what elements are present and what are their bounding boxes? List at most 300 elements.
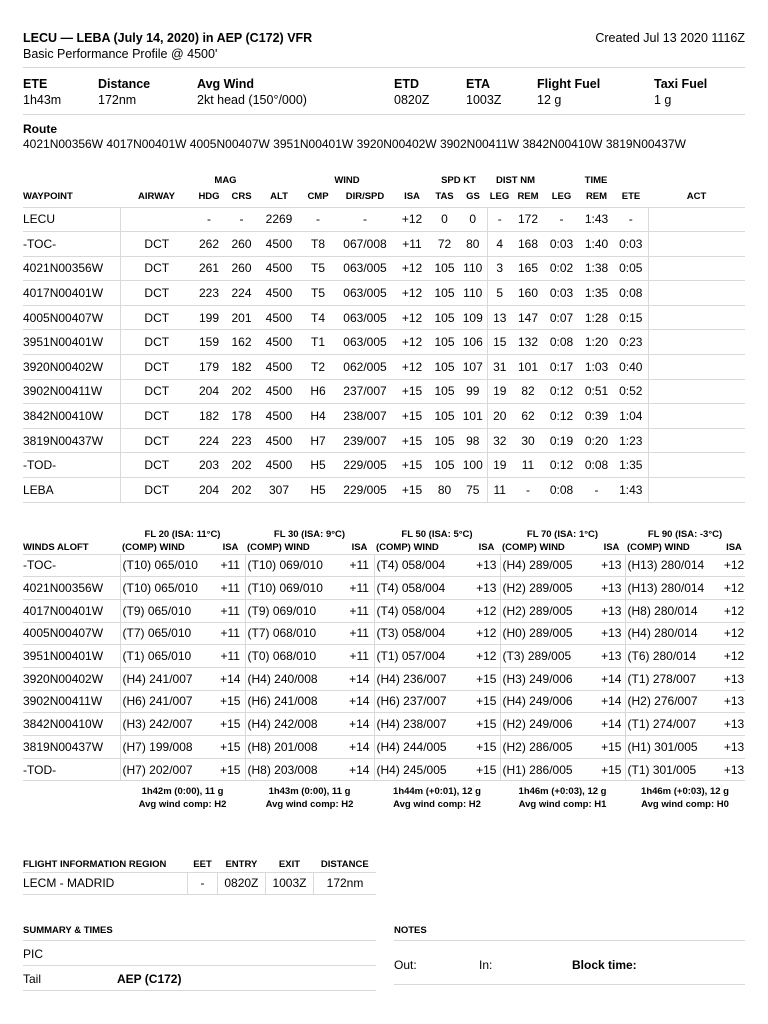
wa-wind: (H4) 289/005 <box>500 554 598 577</box>
navlog-cell-airway: DCT <box>120 404 193 429</box>
wa-waypoint: 3902N00411W <box>23 690 120 713</box>
wa-isa: +13 <box>723 736 745 759</box>
navlog-cell-waypoint: 3902N00411W <box>23 379 120 404</box>
header-waypoint: WAYPOINT <box>23 191 73 203</box>
navlog-cell-waypoint: -TOD- <box>23 453 120 478</box>
navlog-cell-airway: DCT <box>120 478 193 503</box>
fir-exit: 1003Z <box>265 872 313 894</box>
wa-isa: +11 <box>345 554 374 577</box>
navlog-cell-cmp: H4 <box>300 404 336 429</box>
navlog-cell-time-rem: 0:20 <box>579 428 614 453</box>
navlog-cell-time-rem: 0:39 <box>579 404 614 429</box>
wa-wind: (T1) 274/007 <box>625 713 723 736</box>
navlog-cell-cmp: H5 <box>300 453 336 478</box>
navlog-row <box>23 207 745 232</box>
navlog-cell-time-leg: - <box>544 207 579 232</box>
header-time: TIME <box>584 175 608 186</box>
navlog-cell-cmp: H7 <box>300 428 336 453</box>
header-tas: TAS <box>435 191 454 203</box>
summary-value-flight-fuel: 12 g <box>537 93 562 107</box>
wa-wind: (T7) 065/010 <box>120 622 216 645</box>
navlog-cell-ete: 0:03 <box>614 232 648 257</box>
wa-level-summary <box>625 781 745 812</box>
wa-level-avg-wind: Avg wind comp: H2 <box>265 799 354 811</box>
navlog-cell-hdg: 182 <box>193 404 225 429</box>
navlog-cell-dir-spd: 239/007 <box>336 428 394 453</box>
fir-header-region: FLIGHT INFORMATION REGION <box>23 858 167 870</box>
navlog-cell-time-rem: 1:43 <box>579 207 614 232</box>
wa-col-isa: ISA <box>603 541 620 553</box>
navlog-cell-airway: DCT <box>120 256 193 281</box>
navlog-cell-isa: +12 <box>394 281 430 306</box>
header-cmp: CMP <box>307 191 329 203</box>
wa-isa: +13 <box>723 713 745 736</box>
navlog-cell-dir-spd: - <box>336 207 394 232</box>
wa-wind: (T1) 301/005 <box>625 758 723 781</box>
navlog-cell-alt: 4500 <box>258 404 300 429</box>
navlog-cell-alt: 4500 <box>258 305 300 330</box>
wa-isa: +15 <box>598 758 625 781</box>
wa-isa: +13 <box>723 758 745 781</box>
wa-wind: (H7) 199/008 <box>120 736 216 759</box>
navlog-cell-crs: 202 <box>225 478 258 503</box>
wa-isa: +11 <box>216 577 245 600</box>
wa-wind: (H4) 244/005 <box>374 736 473 759</box>
wa-wind: (H0) 289/005 <box>500 622 598 645</box>
divider <box>394 940 745 941</box>
navlog-cell-alt: 4500 <box>258 330 300 355</box>
header-dist-leg: LEG <box>489 191 510 203</box>
fir-distance: 172nm <box>314 872 376 894</box>
wa-wind: (H7) 202/007 <box>120 758 216 781</box>
navlog-cell-tas: 105 <box>430 305 459 330</box>
navlog-cell-gs: 0 <box>459 207 487 232</box>
navlog-cell-tas: 105 <box>430 281 459 306</box>
navlog-cell-dist-rem: 101 <box>512 355 544 380</box>
navlog-cell-alt: 2269 <box>258 207 300 232</box>
navlog-cell-airway: DCT <box>120 305 193 330</box>
navlog-cell-hdg: - <box>193 207 225 232</box>
navlog-cell-crs: 201 <box>225 305 258 330</box>
wa-isa: +13 <box>598 599 625 622</box>
navlog-cell-ete: 0:23 <box>614 330 648 355</box>
navlog-cell-dist-rem: 82 <box>512 379 544 404</box>
navlog-row <box>23 379 745 404</box>
wa-isa: +11 <box>216 599 245 622</box>
navlog-cell-waypoint: 3920N00402W <box>23 355 120 380</box>
wa-level-header: FL 70 (ISA: 1°C) <box>526 529 599 540</box>
fir-header-exit: EXIT <box>278 858 301 870</box>
out-label: Out: <box>394 958 417 972</box>
navlog-cell-airway: DCT <box>120 281 193 306</box>
wa-wind: (H2) 289/005 <box>500 599 598 622</box>
tail-label: Tail <box>23 972 42 986</box>
navlog-cell-dir-spd: 067/008 <box>336 232 394 257</box>
navlog-cell-dist-rem: 168 <box>512 232 544 257</box>
navlog-cell-dist-leg: 4 <box>487 232 512 257</box>
navlog-cell-tas: 105 <box>430 428 459 453</box>
summary-value-distance: 172nm <box>98 93 137 107</box>
navlog-cell-gs: 107 <box>459 355 487 380</box>
navlog-cell-dist-rem: 11 <box>512 453 544 478</box>
wa-isa: +15 <box>473 690 500 713</box>
wa-wind: (H2) 289/005 <box>500 577 598 600</box>
navlog-row <box>23 256 745 281</box>
navlog-cell-time-leg: 0:08 <box>544 330 579 355</box>
header-hdg: HDG <box>198 191 220 203</box>
wa-waypoint: 3842N00410W <box>23 713 120 736</box>
wa-isa: +12 <box>723 554 745 577</box>
wa-isa: +14 <box>216 667 245 690</box>
navlog-cell-tas: 105 <box>430 453 459 478</box>
wa-isa: +11 <box>216 554 245 577</box>
navlog-row <box>23 232 745 257</box>
wa-waypoint: 4017N00401W <box>23 599 120 622</box>
wa-title: WINDS ALOFT <box>23 541 89 553</box>
wa-row <box>23 554 745 577</box>
wa-waypoint: 3819N00437W <box>23 736 120 759</box>
wa-wind: (T1) 065/010 <box>120 645 216 668</box>
navlog-cell-crs: 178 <box>225 404 258 429</box>
wa-wind: (H13) 280/014 <box>625 577 723 600</box>
navlog-cell-time-rem: 1:35 <box>579 281 614 306</box>
navlog-cell-dist-leg: 32 <box>487 428 512 453</box>
navlog-cell-isa: +15 <box>394 478 430 503</box>
navlog-cell-hdg: 179 <box>193 355 225 380</box>
fir-table <box>23 857 376 895</box>
tail-value: AEP (C172) <box>117 972 182 986</box>
navlog-cell-hdg: 203 <box>193 453 225 478</box>
wa-level-avg-wind: Avg wind comp: H2 <box>138 799 227 811</box>
wa-wind: (H4) 242/008 <box>245 713 345 736</box>
header-isa: ISA <box>404 191 420 203</box>
wa-level-time-fuel: 1h46m (+0:03), 12 g <box>641 786 729 798</box>
navlog-cell-dir-spd: 062/005 <box>336 355 394 380</box>
navlog-cell-hdg: 204 <box>193 379 225 404</box>
wa-level-summary <box>500 781 625 812</box>
summary-label-eta: ETA <box>466 77 491 91</box>
navlog-cell-gs: 101 <box>459 404 487 429</box>
wa-isa: +13 <box>598 554 625 577</box>
navlog-cell-gs: 110 <box>459 281 487 306</box>
navlog-cell-tas: 105 <box>430 379 459 404</box>
navlog-cell-dist-rem: 172 <box>512 207 544 232</box>
navlog-cell-dist-leg: 13 <box>487 305 512 330</box>
wa-wind: (T6) 280/014 <box>625 645 723 668</box>
wa-isa: +13 <box>473 554 500 577</box>
wa-wind: (H13) 280/014 <box>625 554 723 577</box>
navlog-cell-dist-rem: 147 <box>512 305 544 330</box>
navlog-cell-ete: 0:40 <box>614 355 648 380</box>
divider <box>394 984 745 985</box>
wa-wind: (T1) 057/004 <box>374 645 473 668</box>
navlog-cell-dist-leg: 19 <box>487 453 512 478</box>
navlog-cell-isa: +15 <box>394 379 430 404</box>
navlog-cell-dist-leg: 31 <box>487 355 512 380</box>
wa-wind: (H3) 242/007 <box>120 713 216 736</box>
navlog-cell-airway: DCT <box>120 355 193 380</box>
navlog-cell-gs: 98 <box>459 428 487 453</box>
wa-col-wind: (COMP) WIND <box>247 541 310 553</box>
wa-isa: +12 <box>473 599 500 622</box>
wa-isa: +11 <box>345 599 374 622</box>
wa-level-time-fuel: 1h42m (0:00), 11 g <box>141 786 224 798</box>
navlog-cell-dist-rem: 132 <box>512 330 544 355</box>
navlog-cell-ete: 0:52 <box>614 379 648 404</box>
fir-row <box>23 872 376 894</box>
navlog-cell-waypoint: 3842N00410W <box>23 404 120 429</box>
navlog-cell-gs: 110 <box>459 256 487 281</box>
navlog-cell-airway: DCT <box>120 379 193 404</box>
wa-row <box>23 713 745 736</box>
block-time-label: Block time: <box>572 958 637 972</box>
pic-field[interactable] <box>117 947 367 963</box>
navlog-cell-tas: 105 <box>430 404 459 429</box>
wa-wind: (H8) 280/014 <box>625 599 723 622</box>
navlog-cell-tas: 105 <box>430 256 459 281</box>
wa-waypoint: 3920N00402W <box>23 667 120 690</box>
wa-waypoint: 3951N00401W <box>23 645 120 668</box>
navlog-row <box>23 281 745 306</box>
wa-level-avg-wind: Avg wind comp: H1 <box>518 799 607 811</box>
navlog-cell-waypoint: LECU <box>23 207 120 232</box>
navlog-cell-hdg: 223 <box>193 281 225 306</box>
header-time-rem: REM <box>585 191 608 203</box>
navlog-cell-alt: 4500 <box>258 256 300 281</box>
wa-isa: +12 <box>473 622 500 645</box>
navlog-cell-waypoint: 4017N00401W <box>23 281 120 306</box>
summary-times-title: SUMMARY & TIMES <box>23 925 113 936</box>
navlog-row <box>23 305 745 330</box>
wa-isa: +15 <box>473 713 500 736</box>
route-value: 4021N00356W 4017N00401W 4005N00407W 3951N00401W 3920N00402W 3902N00411W 3842N00410W 3819N00437W <box>23 137 686 151</box>
divider <box>23 940 376 941</box>
wa-level-summary <box>245 781 374 812</box>
wa-wind: (H6) 237/007 <box>374 690 473 713</box>
navlog-cell-dist-rem: 165 <box>512 256 544 281</box>
wa-wind: (H4) 249/006 <box>500 690 598 713</box>
navlog-cell-crs: 182 <box>225 355 258 380</box>
navlog-cell-gs: 100 <box>459 453 487 478</box>
navlog-cell-isa: +11 <box>394 232 430 257</box>
pic-label: PIC <box>23 947 44 961</box>
wa-wind: (H6) 241/008 <box>245 690 345 713</box>
navlog-cell-act <box>648 453 745 478</box>
navlog-cell-time-leg: 0:03 <box>544 281 579 306</box>
wa-isa: +12 <box>723 645 745 668</box>
created-timestamp: Created Jul 13 2020 1116Z <box>595 31 745 45</box>
navlog-cell-time-leg: 0:19 <box>544 428 579 453</box>
navlog-cell-alt: 4500 <box>258 355 300 380</box>
navlog-cell-dist-leg: 3 <box>487 256 512 281</box>
navlog-cell-time-rem: 1:38 <box>579 256 614 281</box>
wa-isa: +14 <box>598 690 625 713</box>
navlog-cell-isa: +12 <box>394 207 430 232</box>
wa-isa: +11 <box>216 622 245 645</box>
wa-waypoint: -TOC- <box>23 554 120 577</box>
navlog-cell-crs: 260 <box>225 232 258 257</box>
wa-wind: (T10) 065/010 <box>120 554 216 577</box>
navlog-cell-isa: +15 <box>394 404 430 429</box>
navlog-cell-act <box>648 305 745 330</box>
wa-level-avg-wind: Avg wind comp: H0 <box>641 799 729 811</box>
navlog-cell-time-leg: 0:02 <box>544 256 579 281</box>
navlog-cell-act <box>648 207 745 232</box>
navlog-cell-dir-spd: 063/005 <box>336 330 394 355</box>
navlog-cell-dir-spd: 237/007 <box>336 379 394 404</box>
navlog-cell-time-rem: 1:40 <box>579 232 614 257</box>
wa-isa: +14 <box>598 667 625 690</box>
navlog-cell-crs: 224 <box>225 281 258 306</box>
summary-label-flight-fuel: Flight Fuel <box>537 77 601 91</box>
wa-wind: (T3) 289/005 <box>500 645 598 668</box>
wa-row <box>23 599 745 622</box>
navlog-cell-dir-spd: 063/005 <box>336 305 394 330</box>
navlog-row <box>23 428 745 453</box>
wa-wind: (T1) 278/007 <box>625 667 723 690</box>
navlog-cell-dist-rem: 30 <box>512 428 544 453</box>
wa-isa: +15 <box>216 758 245 781</box>
header-dist-rem: REM <box>517 191 539 203</box>
wa-level-summary <box>374 781 500 812</box>
navlog-cell-gs: 106 <box>459 330 487 355</box>
navlog-cell-dir-spd: 063/005 <box>336 281 394 306</box>
navlog-cell-act <box>648 355 745 380</box>
navlog-cell-tas: 105 <box>430 330 459 355</box>
wa-isa: +14 <box>598 713 625 736</box>
wa-col-wind: (COMP) WIND <box>376 541 439 553</box>
wa-wind: (H1) 301/005 <box>625 736 723 759</box>
navlog-cell-time-rem: - <box>579 478 614 503</box>
wa-level-time-fuel: 1h43m (0:00), 11 g <box>268 786 351 798</box>
navlog-cell-dist-leg: 15 <box>487 330 512 355</box>
navlog-cell-dir-spd: 229/005 <box>336 478 394 503</box>
navlog-cell-time-rem: 1:20 <box>579 330 614 355</box>
wa-col-isa: ISA <box>478 541 495 553</box>
wa-wind: (T10) 069/010 <box>245 554 345 577</box>
navlog-cell-cmp: T1 <box>300 330 336 355</box>
wa-level-header: FL 20 (ISA: 11°C) <box>144 529 221 540</box>
page-title: LECU — LEBA (July 14, 2020) in AEP (C172) VFR <box>23 31 313 45</box>
navlog-cell-act <box>648 281 745 306</box>
navlog-cell-isa: +12 <box>394 305 430 330</box>
wa-row <box>23 622 745 645</box>
header-wind: WIND <box>334 175 360 186</box>
header-alt: ALT <box>270 191 288 203</box>
navlog-cell-cmp: T5 <box>300 256 336 281</box>
navlog-cell-isa: +12 <box>394 355 430 380</box>
fir-header-entry: ENTRY <box>225 858 258 870</box>
wa-level-avg-wind: Avg wind comp: H2 <box>393 799 481 811</box>
navlog-table <box>23 174 745 503</box>
navlog-cell-act <box>648 256 745 281</box>
wa-wind: (T9) 065/010 <box>120 599 216 622</box>
notes-title: NOTES <box>394 925 427 936</box>
wa-isa: +11 <box>345 577 374 600</box>
navlog-cell-alt: 4500 <box>258 281 300 306</box>
navlog-cell-cmp: T5 <box>300 281 336 306</box>
winds-aloft-table <box>23 528 745 811</box>
wa-spacer <box>23 528 120 541</box>
navlog-cell-hdg: 224 <box>193 428 225 453</box>
navlog-cell-waypoint: 4005N00407W <box>23 305 120 330</box>
navlog-cell-ete: 1:43 <box>614 478 648 503</box>
navlog-cell-airway <box>120 207 193 232</box>
navlog-cell-dir-spd: 238/007 <box>336 404 394 429</box>
summary-value-etd: 0820Z <box>394 93 430 107</box>
navlog-cell-waypoint: LEBA <box>23 478 120 503</box>
header-dist: DIST NM <box>495 175 536 186</box>
divider <box>23 67 745 68</box>
navlog-cell-airway: DCT <box>120 428 193 453</box>
navlog-cell-isa: +15 <box>394 453 430 478</box>
summary-label-taxi-fuel: Taxi Fuel <box>654 77 708 91</box>
wa-wind: (H4) 238/007 <box>374 713 473 736</box>
wa-col-isa: ISA <box>726 541 742 553</box>
navlog-cell-cmp: H5 <box>300 478 336 503</box>
navlog-cell-ete: 0:05 <box>614 256 648 281</box>
wa-isa: +13 <box>473 577 500 600</box>
header-time-leg: LEG <box>551 191 572 203</box>
navlog-cell-waypoint: 4021N00356W <box>23 256 120 281</box>
navlog-cell-gs: 99 <box>459 379 487 404</box>
wa-isa: +15 <box>598 736 625 759</box>
navlog-cell-time-leg: 0:12 <box>544 379 579 404</box>
wa-wind: (H2) 286/005 <box>500 736 598 759</box>
wa-wind: (H2) 276/007 <box>625 690 723 713</box>
wa-isa: +12 <box>473 645 500 668</box>
wa-isa: +15 <box>216 713 245 736</box>
navlog-cell-hdg: 261 <box>193 256 225 281</box>
wa-level-header: FL 50 (ISA: 5°C) <box>401 529 473 540</box>
navlog-cell-waypoint: 3819N00437W <box>23 428 120 453</box>
wa-wind: (T10) 065/010 <box>120 577 216 600</box>
divider <box>23 990 376 991</box>
wa-isa: +14 <box>345 713 374 736</box>
navlog-cell-dir-spd: 063/005 <box>336 256 394 281</box>
header-spd: SPD KT <box>441 175 476 186</box>
wa-col-wind: (COMP) WIND <box>627 541 690 553</box>
wa-wind: (H1) 286/005 <box>500 758 598 781</box>
header-act: ACT <box>686 191 707 203</box>
navlog-cell-dist-rem: 62 <box>512 404 544 429</box>
wa-isa: +13 <box>598 645 625 668</box>
summary-label-ete: ETE <box>23 77 48 91</box>
fir-region: LECM - MADRID <box>23 872 188 894</box>
wa-foot-spacer <box>23 781 120 812</box>
navlog-cell-tas: 105 <box>430 355 459 380</box>
navlog-cell-alt: 4500 <box>258 232 300 257</box>
navlog-cell-act <box>648 478 745 503</box>
navlog-cell-time-leg: 0:08 <box>544 478 579 503</box>
navlog-cell-waypoint: -TOC- <box>23 232 120 257</box>
wa-wind: (T10) 069/010 <box>245 577 345 600</box>
wa-wind: (H4) 240/008 <box>245 667 345 690</box>
fir-header-distance: DISTANCE <box>320 858 369 870</box>
header-mag: MAG <box>214 175 237 186</box>
navlog-cell-dist-rem: 160 <box>512 281 544 306</box>
navlog-cell-act <box>648 330 745 355</box>
navlog-cell-isa: +12 <box>394 330 430 355</box>
wa-level-header: FL 90 (ISA: -3°C) <box>647 529 723 540</box>
navlog-cell-ete: 1:23 <box>614 428 648 453</box>
navlog-cell-ete: - <box>614 207 648 232</box>
wa-row <box>23 667 745 690</box>
navlog-cell-alt: 307 <box>258 478 300 503</box>
wa-wind: (H8) 201/008 <box>245 736 345 759</box>
wa-col-wind: (COMP) WIND <box>502 541 565 553</box>
wa-wind: (H6) 241/007 <box>120 690 216 713</box>
